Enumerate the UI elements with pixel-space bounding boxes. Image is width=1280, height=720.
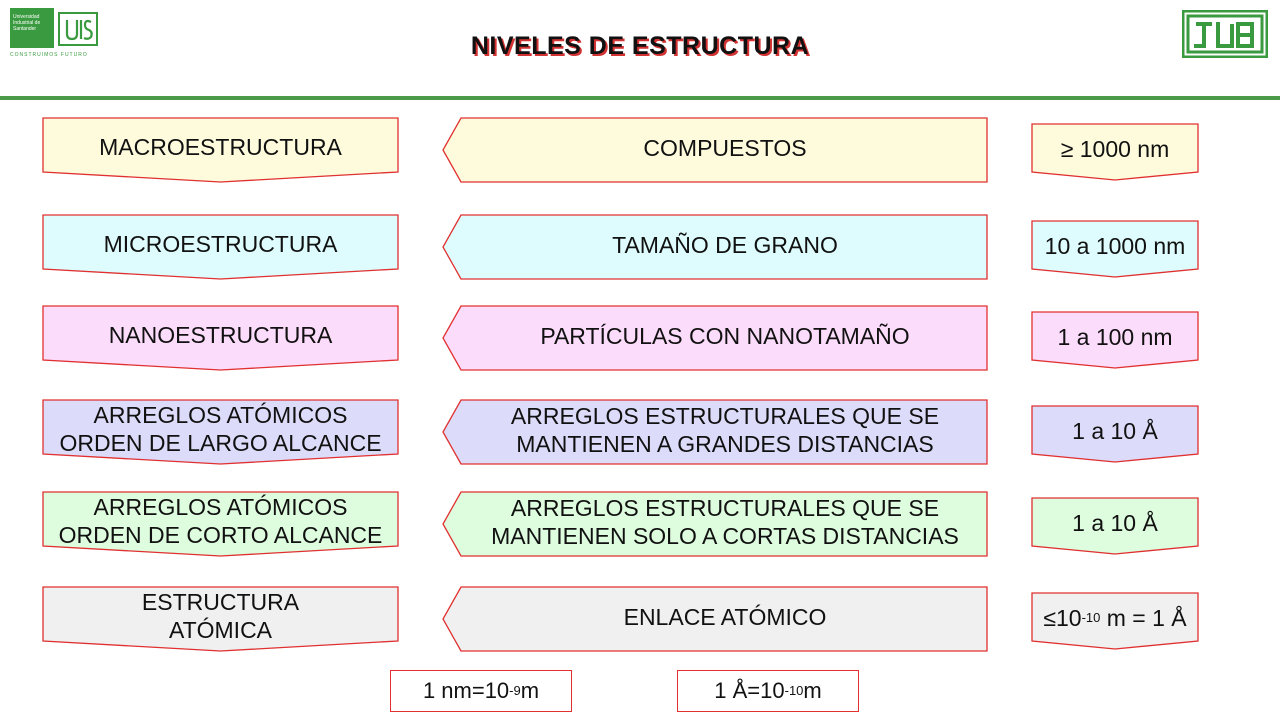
description-label-6: ENLACE ATÓMICO <box>623 604 827 630</box>
description-label-4: ARREGLOS ESTRUCTURALES QUE SE MANTIENEN A GRANDES DISTANCIAS <box>510 403 940 457</box>
uis-logo-name: Universidad Industrial de Santander <box>13 14 41 32</box>
size-label-6: ≤10 -10 m = 1 Å <box>1043 605 1187 631</box>
description-label-2: TAMAÑO DE GRANO <box>612 232 838 258</box>
size-label-3: 1 a 100 nm <box>1057 324 1173 350</box>
size-label-2: 10 a 1000 nm <box>1044 233 1186 259</box>
size-label-5: 1 a 10 Å <box>1072 510 1158 536</box>
level-label-4: ARREGLOS ATÓMICOS ORDEN DE LARGO ALCANCE <box>59 402 382 456</box>
description-label-1: COMPUESTOS <box>643 135 807 161</box>
description-label-5: ARREGLOS ESTRUCTURALES QUE SE MANTIENEN SOLO A CORTAS DISTANCIAS <box>491 495 959 549</box>
nm-conversion-note: 1 nm=10 -9 m <box>390 670 572 712</box>
angstrom-conversion-note: 1 Å=10 -10 m <box>677 670 859 712</box>
level-label-1: MACROESTRUCTURA <box>99 134 342 160</box>
level-label-3: NANOESTRUCTURA <box>108 322 333 348</box>
description-label-3: PARTÍCULAS CON NANOTAMAÑO <box>540 323 910 349</box>
uis-tagline: CONSTRUIMOS FUTURO <box>10 52 88 58</box>
level-label-2: MICROESTRUCTURA <box>103 231 338 257</box>
page-title: NIVELES DE ESTRUCTURA <box>470 32 810 60</box>
level-label-5: ARREGLOS ATÓMICOS ORDEN DE CORTO ALCANCE <box>58 494 383 548</box>
level-label-6: ESTRUCTURA ATÓMICA <box>141 589 300 643</box>
size-label-1: ≥ 1000 nm <box>1060 136 1170 162</box>
size-label-4: 1 a 10 Å <box>1072 418 1158 444</box>
